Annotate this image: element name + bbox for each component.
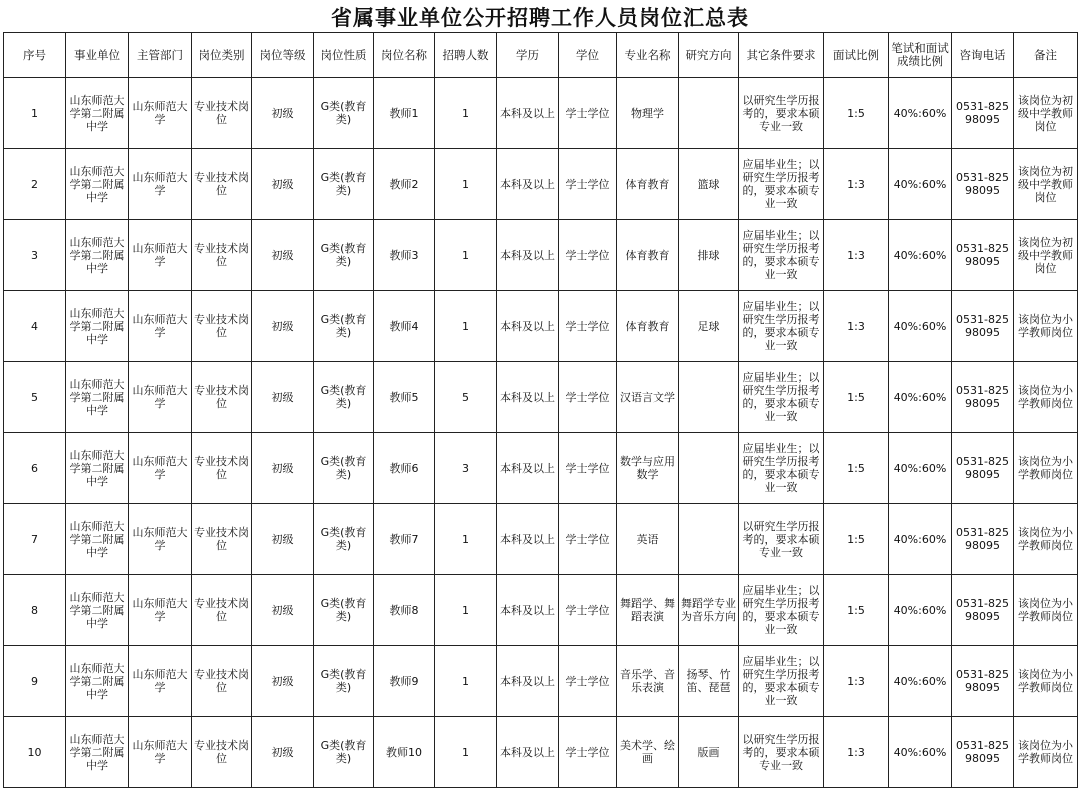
cell-interview-ratio: 1:5 xyxy=(824,362,889,433)
cell-headcount: 1 xyxy=(435,149,497,220)
cell-post-name: 教师1 xyxy=(374,78,435,149)
cell-major: 体育教育 xyxy=(617,291,679,362)
cell-phone: 0531-82598095 xyxy=(952,575,1014,646)
cell-interview-ratio: 1:3 xyxy=(824,646,889,717)
cell-post-category: 专业技术岗位 xyxy=(192,433,252,504)
cell-education: 本科及以上 xyxy=(497,646,559,717)
cell-other-requirements: 以研究生学历报考的，要求本硕专业一致 xyxy=(739,504,824,575)
column-header-degree: 学位 xyxy=(559,33,617,78)
table-row xyxy=(4,220,1078,291)
cell-remarks: 该岗位为小学教师岗位 xyxy=(1014,291,1078,362)
cell-remarks: 该岗位为小学教师岗位 xyxy=(1014,646,1078,717)
cell-post-nature: G类(教育类) xyxy=(314,149,374,220)
cell-dept: 山东师范大学 xyxy=(129,220,192,291)
cell-headcount: 1 xyxy=(435,220,497,291)
cell-post-name: 教师6 xyxy=(374,433,435,504)
cell-interview-ratio: 1:5 xyxy=(824,575,889,646)
cell-research-direction xyxy=(679,78,739,149)
cell-score-ratio: 40%:60% xyxy=(889,433,952,504)
table-body xyxy=(4,78,1078,788)
cell-research-direction: 舞蹈学专业为音乐方向 xyxy=(679,575,739,646)
cell-major: 舞蹈学、舞蹈表演 xyxy=(617,575,679,646)
cell-headcount: 5 xyxy=(435,362,497,433)
cell-phone: 0531-82598095 xyxy=(952,220,1014,291)
cell-dept: 山东师范大学 xyxy=(129,433,192,504)
cell-education: 本科及以上 xyxy=(497,220,559,291)
cell-seq: 9 xyxy=(4,646,66,717)
cell-research-direction xyxy=(679,504,739,575)
cell-degree: 学士学位 xyxy=(559,149,617,220)
cell-unit: 山东师范大学第二附属中学 xyxy=(66,78,129,149)
cell-phone: 0531-82598095 xyxy=(952,291,1014,362)
cell-post-level: 初级 xyxy=(252,646,314,717)
cell-unit: 山东师范大学第二附属中学 xyxy=(66,504,129,575)
cell-major: 数学与应用数学 xyxy=(617,433,679,504)
cell-post-name: 教师2 xyxy=(374,149,435,220)
cell-education: 本科及以上 xyxy=(497,362,559,433)
cell-post-nature: G类(教育类) xyxy=(314,717,374,788)
table-row xyxy=(4,504,1078,575)
cell-post-nature: G类(教育类) xyxy=(314,78,374,149)
cell-degree: 学士学位 xyxy=(559,291,617,362)
cell-major: 音乐学、音乐表演 xyxy=(617,646,679,717)
cell-unit: 山东师范大学第二附属中学 xyxy=(66,433,129,504)
cell-seq: 5 xyxy=(4,362,66,433)
cell-seq: 2 xyxy=(4,149,66,220)
cell-remarks: 该岗位为初级中学教师岗位 xyxy=(1014,149,1078,220)
cell-dept: 山东师范大学 xyxy=(129,149,192,220)
column-header-other-requirements: 其它条件要求 xyxy=(739,33,824,78)
column-header-interview-ratio: 面试比例 xyxy=(824,33,889,78)
cell-research-direction xyxy=(679,433,739,504)
cell-dept: 山东师范大学 xyxy=(129,362,192,433)
cell-post-nature: G类(教育类) xyxy=(314,291,374,362)
column-header-seq: 序号 xyxy=(4,33,66,78)
cell-headcount: 1 xyxy=(435,717,497,788)
cell-post-nature: G类(教育类) xyxy=(314,433,374,504)
cell-score-ratio: 40%:60% xyxy=(889,504,952,575)
cell-post-level: 初级 xyxy=(252,433,314,504)
cell-degree: 学士学位 xyxy=(559,717,617,788)
cell-post-category: 专业技术岗位 xyxy=(192,220,252,291)
cell-interview-ratio: 1:5 xyxy=(824,433,889,504)
cell-seq: 3 xyxy=(4,220,66,291)
cell-phone: 0531-82598095 xyxy=(952,149,1014,220)
cell-post-nature: G类(教育类) xyxy=(314,575,374,646)
cell-remarks: 该岗位为初级中学教师岗位 xyxy=(1014,220,1078,291)
cell-other-requirements: 以研究生学历报考的，要求本硕专业一致 xyxy=(739,717,824,788)
cell-education: 本科及以上 xyxy=(497,78,559,149)
cell-remarks: 该岗位为初级中学教师岗位 xyxy=(1014,78,1078,149)
cell-score-ratio: 40%:60% xyxy=(889,149,952,220)
cell-phone: 0531-82598095 xyxy=(952,433,1014,504)
cell-research-direction: 排球 xyxy=(679,220,739,291)
cell-other-requirements: 应届毕业生；以研究生学历报考的，要求本硕专业一致 xyxy=(739,220,824,291)
cell-education: 本科及以上 xyxy=(497,149,559,220)
cell-headcount: 1 xyxy=(435,78,497,149)
cell-degree: 学士学位 xyxy=(559,433,617,504)
cell-phone: 0531-82598095 xyxy=(952,78,1014,149)
cell-remarks: 该岗位为小学教师岗位 xyxy=(1014,433,1078,504)
cell-post-category: 专业技术岗位 xyxy=(192,362,252,433)
cell-unit: 山东师范大学第二附属中学 xyxy=(66,220,129,291)
cell-other-requirements: 以研究生学历报考的，要求本硕专业一致 xyxy=(739,78,824,149)
cell-research-direction: 版画 xyxy=(679,717,739,788)
table-row xyxy=(4,291,1078,362)
column-header-dept: 主管部门 xyxy=(129,33,192,78)
cell-dept: 山东师范大学 xyxy=(129,646,192,717)
cell-degree: 学士学位 xyxy=(559,504,617,575)
cell-score-ratio: 40%:60% xyxy=(889,575,952,646)
column-header-unit: 事业单位 xyxy=(66,33,129,78)
recruitment-table xyxy=(3,32,1078,788)
column-header-remarks: 备注 xyxy=(1014,33,1078,78)
column-header-phone: 咨询电话 xyxy=(952,33,1014,78)
cell-remarks: 该岗位为小学教师岗位 xyxy=(1014,504,1078,575)
column-header-post-category: 岗位类别 xyxy=(192,33,252,78)
column-header-post-level: 岗位等级 xyxy=(252,33,314,78)
cell-post-name: 教师9 xyxy=(374,646,435,717)
cell-post-category: 专业技术岗位 xyxy=(192,575,252,646)
cell-headcount: 1 xyxy=(435,575,497,646)
cell-major: 体育教育 xyxy=(617,149,679,220)
cell-major: 汉语言文学 xyxy=(617,362,679,433)
cell-unit: 山东师范大学第二附属中学 xyxy=(66,646,129,717)
cell-post-name: 教师10 xyxy=(374,717,435,788)
table-row xyxy=(4,78,1078,149)
cell-seq: 7 xyxy=(4,504,66,575)
cell-education: 本科及以上 xyxy=(497,433,559,504)
cell-post-nature: G类(教育类) xyxy=(314,504,374,575)
cell-other-requirements: 应届毕业生；以研究生学历报考的，要求本硕专业一致 xyxy=(739,362,824,433)
table-row xyxy=(4,149,1078,220)
cell-education: 本科及以上 xyxy=(497,575,559,646)
cell-education: 本科及以上 xyxy=(497,504,559,575)
cell-unit: 山东师范大学第二附属中学 xyxy=(66,717,129,788)
table-row xyxy=(4,362,1078,433)
cell-unit: 山东师范大学第二附属中学 xyxy=(66,575,129,646)
column-header-major: 专业名称 xyxy=(617,33,679,78)
cell-post-name: 教师3 xyxy=(374,220,435,291)
table-header-row xyxy=(4,33,1078,78)
cell-post-category: 专业技术岗位 xyxy=(192,717,252,788)
cell-remarks: 该岗位为小学教师岗位 xyxy=(1014,362,1078,433)
cell-score-ratio: 40%:60% xyxy=(889,362,952,433)
cell-unit: 山东师范大学第二附属中学 xyxy=(66,362,129,433)
cell-degree: 学士学位 xyxy=(559,646,617,717)
table-row xyxy=(4,433,1078,504)
cell-research-direction xyxy=(679,362,739,433)
cell-dept: 山东师范大学 xyxy=(129,504,192,575)
cell-other-requirements: 应届毕业生；以研究生学历报考的，要求本硕专业一致 xyxy=(739,646,824,717)
cell-seq: 10 xyxy=(4,717,66,788)
column-header-post-name: 岗位名称 xyxy=(374,33,435,78)
cell-post-category: 专业技术岗位 xyxy=(192,646,252,717)
cell-research-direction: 足球 xyxy=(679,291,739,362)
cell-post-level: 初级 xyxy=(252,149,314,220)
cell-major: 体育教育 xyxy=(617,220,679,291)
cell-seq: 6 xyxy=(4,433,66,504)
cell-other-requirements: 应届毕业生；以研究生学历报考的，要求本硕专业一致 xyxy=(739,433,824,504)
cell-interview-ratio: 1:3 xyxy=(824,291,889,362)
cell-seq: 8 xyxy=(4,575,66,646)
cell-interview-ratio: 1:5 xyxy=(824,504,889,575)
cell-degree: 学士学位 xyxy=(559,78,617,149)
cell-post-category: 专业技术岗位 xyxy=(192,149,252,220)
cell-phone: 0531-82598095 xyxy=(952,717,1014,788)
cell-score-ratio: 40%:60% xyxy=(889,291,952,362)
cell-dept: 山东师范大学 xyxy=(129,717,192,788)
cell-post-name: 教师5 xyxy=(374,362,435,433)
cell-other-requirements: 应届毕业生；以研究生学历报考的，要求本硕专业一致 xyxy=(739,149,824,220)
cell-interview-ratio: 1:5 xyxy=(824,78,889,149)
cell-headcount: 1 xyxy=(435,504,497,575)
cell-degree: 学士学位 xyxy=(559,362,617,433)
cell-major: 英语 xyxy=(617,504,679,575)
cell-seq: 1 xyxy=(4,78,66,149)
cell-post-nature: G类(教育类) xyxy=(314,362,374,433)
cell-phone: 0531-82598095 xyxy=(952,504,1014,575)
cell-post-category: 专业技术岗位 xyxy=(192,504,252,575)
document-title: 省属事业单位公开招聘工作人员岗位汇总表 xyxy=(331,5,749,30)
cell-post-level: 初级 xyxy=(252,504,314,575)
cell-major: 美术学、绘画 xyxy=(617,717,679,788)
cell-score-ratio: 40%:60% xyxy=(889,78,952,149)
column-header-education: 学历 xyxy=(497,33,559,78)
cell-other-requirements: 应届毕业生；以研究生学历报考的，要求本硕专业一致 xyxy=(739,575,824,646)
cell-phone: 0531-82598095 xyxy=(952,362,1014,433)
cell-post-nature: G类(教育类) xyxy=(314,646,374,717)
table-row xyxy=(4,646,1078,717)
cell-dept: 山东师范大学 xyxy=(129,575,192,646)
cell-interview-ratio: 1:3 xyxy=(824,149,889,220)
cell-research-direction: 扬琴、竹笛、琵琶 xyxy=(679,646,739,717)
cell-education: 本科及以上 xyxy=(497,291,559,362)
cell-dept: 山东师范大学 xyxy=(129,78,192,149)
cell-other-requirements: 应届毕业生；以研究生学历报考的，要求本硕专业一致 xyxy=(739,291,824,362)
cell-post-name: 教师4 xyxy=(374,291,435,362)
cell-post-name: 教师7 xyxy=(374,504,435,575)
cell-post-level: 初级 xyxy=(252,717,314,788)
cell-education: 本科及以上 xyxy=(497,717,559,788)
cell-post-level: 初级 xyxy=(252,575,314,646)
column-header-score-ratio: 笔试和面试成绩比例 xyxy=(889,33,952,78)
cell-headcount: 1 xyxy=(435,646,497,717)
cell-post-nature: G类(教育类) xyxy=(314,220,374,291)
cell-post-level: 初级 xyxy=(252,362,314,433)
cell-post-category: 专业技术岗位 xyxy=(192,78,252,149)
cell-seq: 4 xyxy=(4,291,66,362)
cell-dept: 山东师范大学 xyxy=(129,291,192,362)
column-header-research-direction: 研究方向 xyxy=(679,33,739,78)
cell-major: 物理学 xyxy=(617,78,679,149)
cell-unit: 山东师范大学第二附属中学 xyxy=(66,291,129,362)
cell-score-ratio: 40%:60% xyxy=(889,646,952,717)
cell-interview-ratio: 1:3 xyxy=(824,717,889,788)
column-header-headcount: 招聘人数 xyxy=(435,33,497,78)
cell-headcount: 1 xyxy=(435,291,497,362)
table-row xyxy=(4,575,1078,646)
cell-headcount: 3 xyxy=(435,433,497,504)
cell-post-level: 初级 xyxy=(252,220,314,291)
cell-interview-ratio: 1:3 xyxy=(824,220,889,291)
cell-phone: 0531-82598095 xyxy=(952,646,1014,717)
cell-remarks: 该岗位为小学教师岗位 xyxy=(1014,575,1078,646)
cell-post-category: 专业技术岗位 xyxy=(192,291,252,362)
cell-degree: 学士学位 xyxy=(559,220,617,291)
cell-degree: 学士学位 xyxy=(559,575,617,646)
cell-post-level: 初级 xyxy=(252,291,314,362)
cell-score-ratio: 40%:60% xyxy=(889,717,952,788)
cell-post-name: 教师8 xyxy=(374,575,435,646)
cell-unit: 山东师范大学第二附属中学 xyxy=(66,149,129,220)
cell-remarks: 该岗位为小学教师岗位 xyxy=(1014,717,1078,788)
column-header-post-nature: 岗位性质 xyxy=(314,33,374,78)
table-row xyxy=(4,717,1078,788)
cell-post-level: 初级 xyxy=(252,78,314,149)
cell-research-direction: 篮球 xyxy=(679,149,739,220)
cell-score-ratio: 40%:60% xyxy=(889,220,952,291)
